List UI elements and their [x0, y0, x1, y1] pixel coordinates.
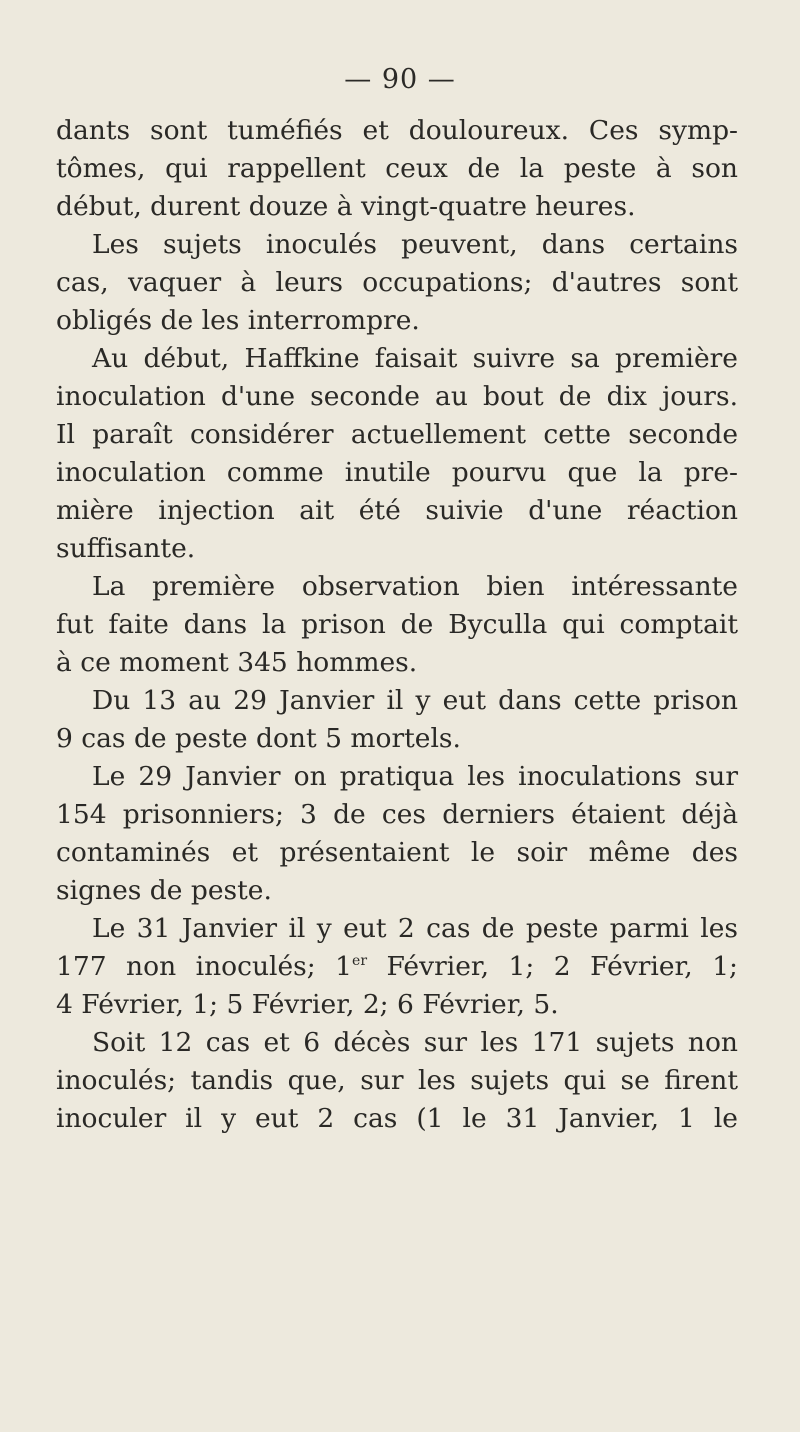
- page-number: — 90 —: [344, 64, 456, 95]
- text-fragment: 177 non inoculés; 1: [56, 951, 353, 982]
- text-line: 4 Février, 1; 5 Février, 2; 6 Février, 5.: [56, 989, 559, 1020]
- text-line: Il paraît considérer actuellement cette seconde: [56, 419, 738, 450]
- text-line: La première observation bien intéressante: [92, 571, 738, 602]
- text-line: 9 cas de peste dont 5 mortels.: [56, 723, 461, 754]
- text-line: fut faite dans la prison de Byculla qui comptait: [56, 609, 738, 640]
- text-line: Soit 12 cas et 6 décès sur les 171 sujets non: [92, 1027, 738, 1058]
- text-line: à ce moment 345 hommes.: [56, 647, 418, 678]
- text-line: Le 29 Janvier on pratiqua les inoculations sur: [92, 761, 738, 792]
- text-line: inoculer il y eut 2 cas (1 le 31 Janvier, 1 le: [56, 1103, 738, 1134]
- text-line: tômes, qui rappellent ceux de la peste à son: [56, 153, 738, 184]
- body-text: [56, 112, 738, 1138]
- text-line: inoculation d'une seconde au bout de dix jours.: [56, 381, 738, 412]
- text-line: inoculation comme inutile pourvu que la pre-: [56, 457, 738, 488]
- text-line: contaminés et présentaient le soir même des: [56, 837, 738, 868]
- text-line: signes de peste.: [56, 875, 272, 906]
- text-line: cas, vaquer à leurs occupations; d'autres sont: [56, 267, 738, 298]
- text-line: Le 31 Janvier il y eut 2 cas de peste parmi les: [92, 913, 738, 944]
- text-line: 154 prisonniers; 3 de ces derniers étaient déjà: [56, 799, 738, 830]
- text-line: mière injection ait été suivie d'une réaction: [56, 495, 738, 526]
- text-line: Du 13 au 29 Janvier il y eut dans cette prison: [92, 685, 738, 716]
- text-line: Au début, Haffkine faisait suivre sa première: [92, 343, 738, 374]
- text-line: dants sont tuméfiés et douloureux. Ces symp-: [56, 115, 738, 146]
- text-fragment: Février, 1; 2 Février, 1;: [367, 951, 738, 982]
- text-line: [56, 948, 738, 986]
- text-line: Les sujets inoculés peuvent, dans certains: [92, 229, 738, 260]
- superscript: er: [352, 953, 368, 969]
- text-line: obligés de les interrompre.: [56, 305, 420, 336]
- text-line: début, durent douze à vingt-quatre heures.: [56, 191, 636, 222]
- text-line: suffisante.: [56, 533, 196, 564]
- text-line: inoculés; tandis que, sur les sujets qui se firent: [56, 1065, 738, 1096]
